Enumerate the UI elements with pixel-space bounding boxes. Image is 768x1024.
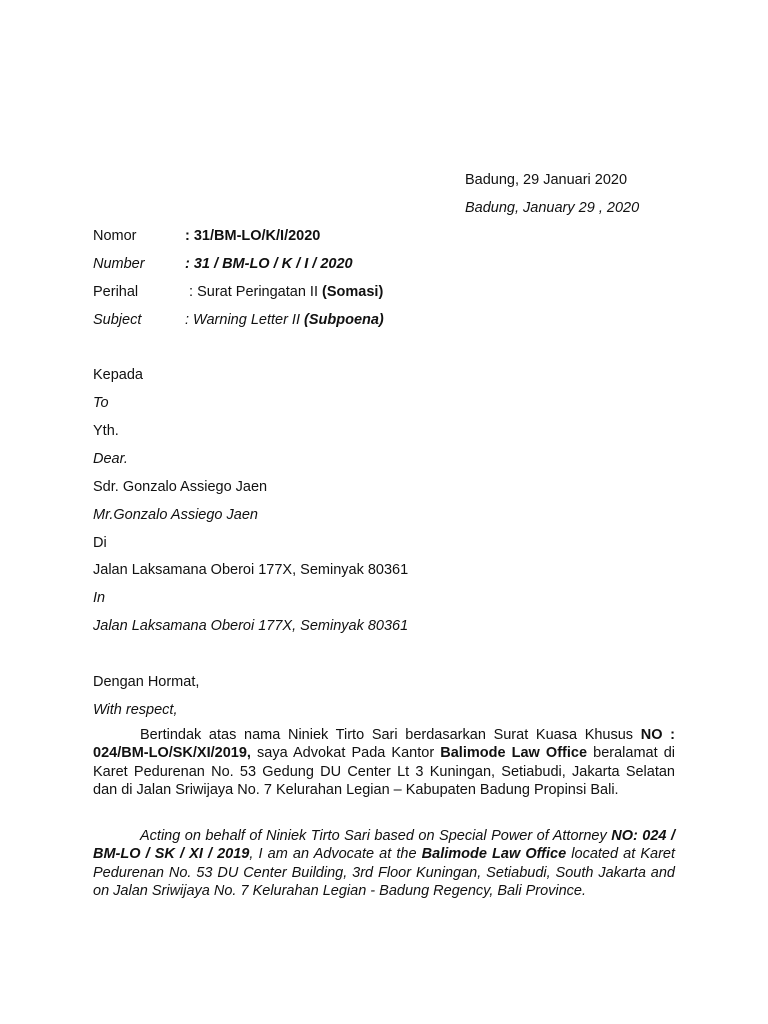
recipient-address-id: Jalan Laksamana Oberoi 177X, Seminyak 80361 — [93, 562, 409, 578]
date-english: Badung, January 29 , 2020 — [465, 200, 640, 216]
in-label: In — [93, 590, 106, 606]
number-row — [93, 255, 353, 273]
subject-row — [93, 311, 384, 329]
greeting-en: With respect, — [93, 702, 178, 718]
yth-label: Yth. — [93, 423, 119, 439]
subject-label: Subject — [93, 312, 142, 328]
nomor-row — [93, 227, 320, 245]
perihal-value: : Surat Peringatan II — [185, 284, 323, 300]
nomor-value: : 31/BM-LO/K/I/2020 — [185, 228, 321, 244]
para-en-text-1: Acting on behalf of Niniek Tirto Sari based on Special Power of Attorney — [140, 828, 612, 844]
para-id-office-name: Balimode Law Office — [440, 745, 588, 762]
recipient-address-en: Jalan Laksamana Oberoi 177X, Seminyak 80361 — [93, 618, 409, 634]
subject-bold: (Subpoena) — [304, 312, 384, 328]
recipient-name-en: Mr.Gonzalo Assiego Jaen — [93, 507, 258, 523]
subject-value: : Warning Letter II — [185, 312, 305, 328]
number-label: Number — [93, 256, 145, 272]
para-id-text-3: beralamat di Karet Pedurenan No. 53 Gedung DU Center Lt 3 Kuningan, Setiabudi, Jakarta Selatan dan di Jalan Sriwijaya No. 7 Kelurahan Legian – Kabupaten Badung Propinsi Bali. — [93, 745, 675, 799]
to-label: To — [93, 395, 109, 411]
para-en-text-3: located at Karet Pedurenan No. 53 DU Center Building, 3rd Floor Kuningan, Setiabudi, South Jakarta and on Jalan Sriwijaya No. 7 Kelurahan Legian - Badung Regency, Bali Province. — [93, 846, 676, 900]
para-id-text-1: Bertindak atas nama Niniek Tirto Sari berdasarkan Surat Kuasa Khusus — [140, 727, 641, 743]
para-en-text-2: , I am an Advocate at the — [249, 846, 422, 863]
recipient-name-id: Sdr. Gonzalo Assiego Jaen — [93, 479, 268, 495]
para-en-power-of-attorney: NO: 024 / BM-LO / SK / XI / 2019 — [93, 828, 676, 863]
greeting-id: Dengan Hormat, — [93, 674, 200, 690]
para-en-office-name: Balimode Law Office — [421, 846, 567, 863]
para-id-text-2: saya Advokat Pada Kantor — [250, 745, 441, 762]
perihal-label: Perihal — [93, 284, 139, 300]
date-indonesian: Badung, 29 Januari 2020 — [465, 172, 628, 188]
number-value: : 31 / BM-LO / K / I / 2020 — [185, 256, 353, 272]
di-label: Di — [93, 535, 107, 551]
para-id-power-of-attorney: NO : 024/BM-LO/SK/XI/2019, — [93, 727, 675, 762]
nomor-label: Nomor — [93, 228, 137, 244]
dear-label: Dear. — [93, 451, 128, 467]
body-paragraph-id — [93, 726, 675, 800]
perihal-row — [93, 283, 383, 301]
body-paragraph-en — [93, 827, 675, 901]
perihal-bold: (Somasi) — [322, 284, 384, 300]
kepada-label: Kepada — [93, 367, 143, 383]
